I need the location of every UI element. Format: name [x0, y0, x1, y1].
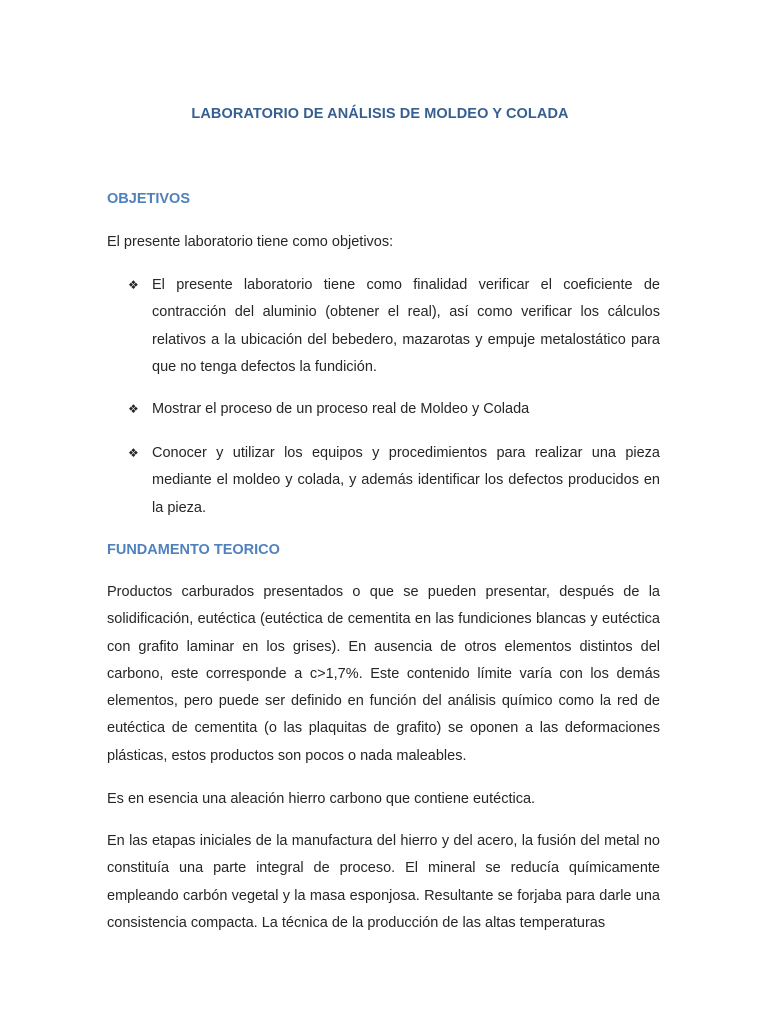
objectives-intro: El presente laboratorio tiene como objetivos:	[107, 234, 394, 250]
objective-item	[128, 272, 660, 381]
objective-item	[128, 440, 660, 522]
objective-item	[128, 396, 660, 423]
objective-item-text: Mostrar el proceso de un proceso real de Moldeo y Colada	[152, 401, 530, 417]
objective-item-text: El presente laboratorio tiene como finalidad verificar el coeficiente de contracción del aluminio (obtener el real), así como verificar los cálculos relativos a la ubicación del bebedero, mazarotas y empuje metalostático para que no tenga defectos la fundición.	[152, 277, 660, 375]
theory-paragraph: En las etapas iniciales de la manufactura del hierro y del acero, la fusión del metal no constituía una parte integral de proceso. El mineral se reducía químicamente empleando carbón vegetal y la masa esponjosa. Resultante se forjaba para darle una consistencia compacta. La técnica de la producción de las altas temperaturas	[107, 833, 660, 931]
objectives-heading: OBJETIVOS	[107, 191, 190, 207]
theory-paragraph: Productos carburados presentados o que se pueden presentar, después de la solidificación, eutéctica (eutéctica de cementita en las fundiciones blancas y eutéctica con grafito laminar en los grises). En ausencia de otros elementos distintos del carbono, este corresponde a c>1,7%. Este contenido límite varía con los demás elementos, pero puede ser definido en función del análisis químico como la red de eutéctica de cementita (o las plaquitas de grafito) se oponen a las deformaciones plásticas, estos productos son pocos o nada maleables.	[107, 584, 660, 764]
diamond-four-point-icon: ❖	[128, 278, 139, 292]
diamond-four-point-icon: ❖	[128, 446, 139, 460]
document-title: LABORATORIO DE ANÁLISIS DE MOLDEO Y COLADA	[191, 106, 569, 122]
objective-item-text: Conocer y utilizar los equipos y procedimientos para realizar una pieza mediante el moldeo y colada, y además identificar los defectos producidos en la pieza.	[152, 445, 660, 516]
diamond-four-point-icon: ❖	[128, 402, 139, 416]
theory-heading: FUNDAMENTO TEORICO	[107, 542, 280, 558]
theory-paragraph: Es en esencia una aleación hierro carbono que contiene eutéctica.	[107, 791, 536, 807]
